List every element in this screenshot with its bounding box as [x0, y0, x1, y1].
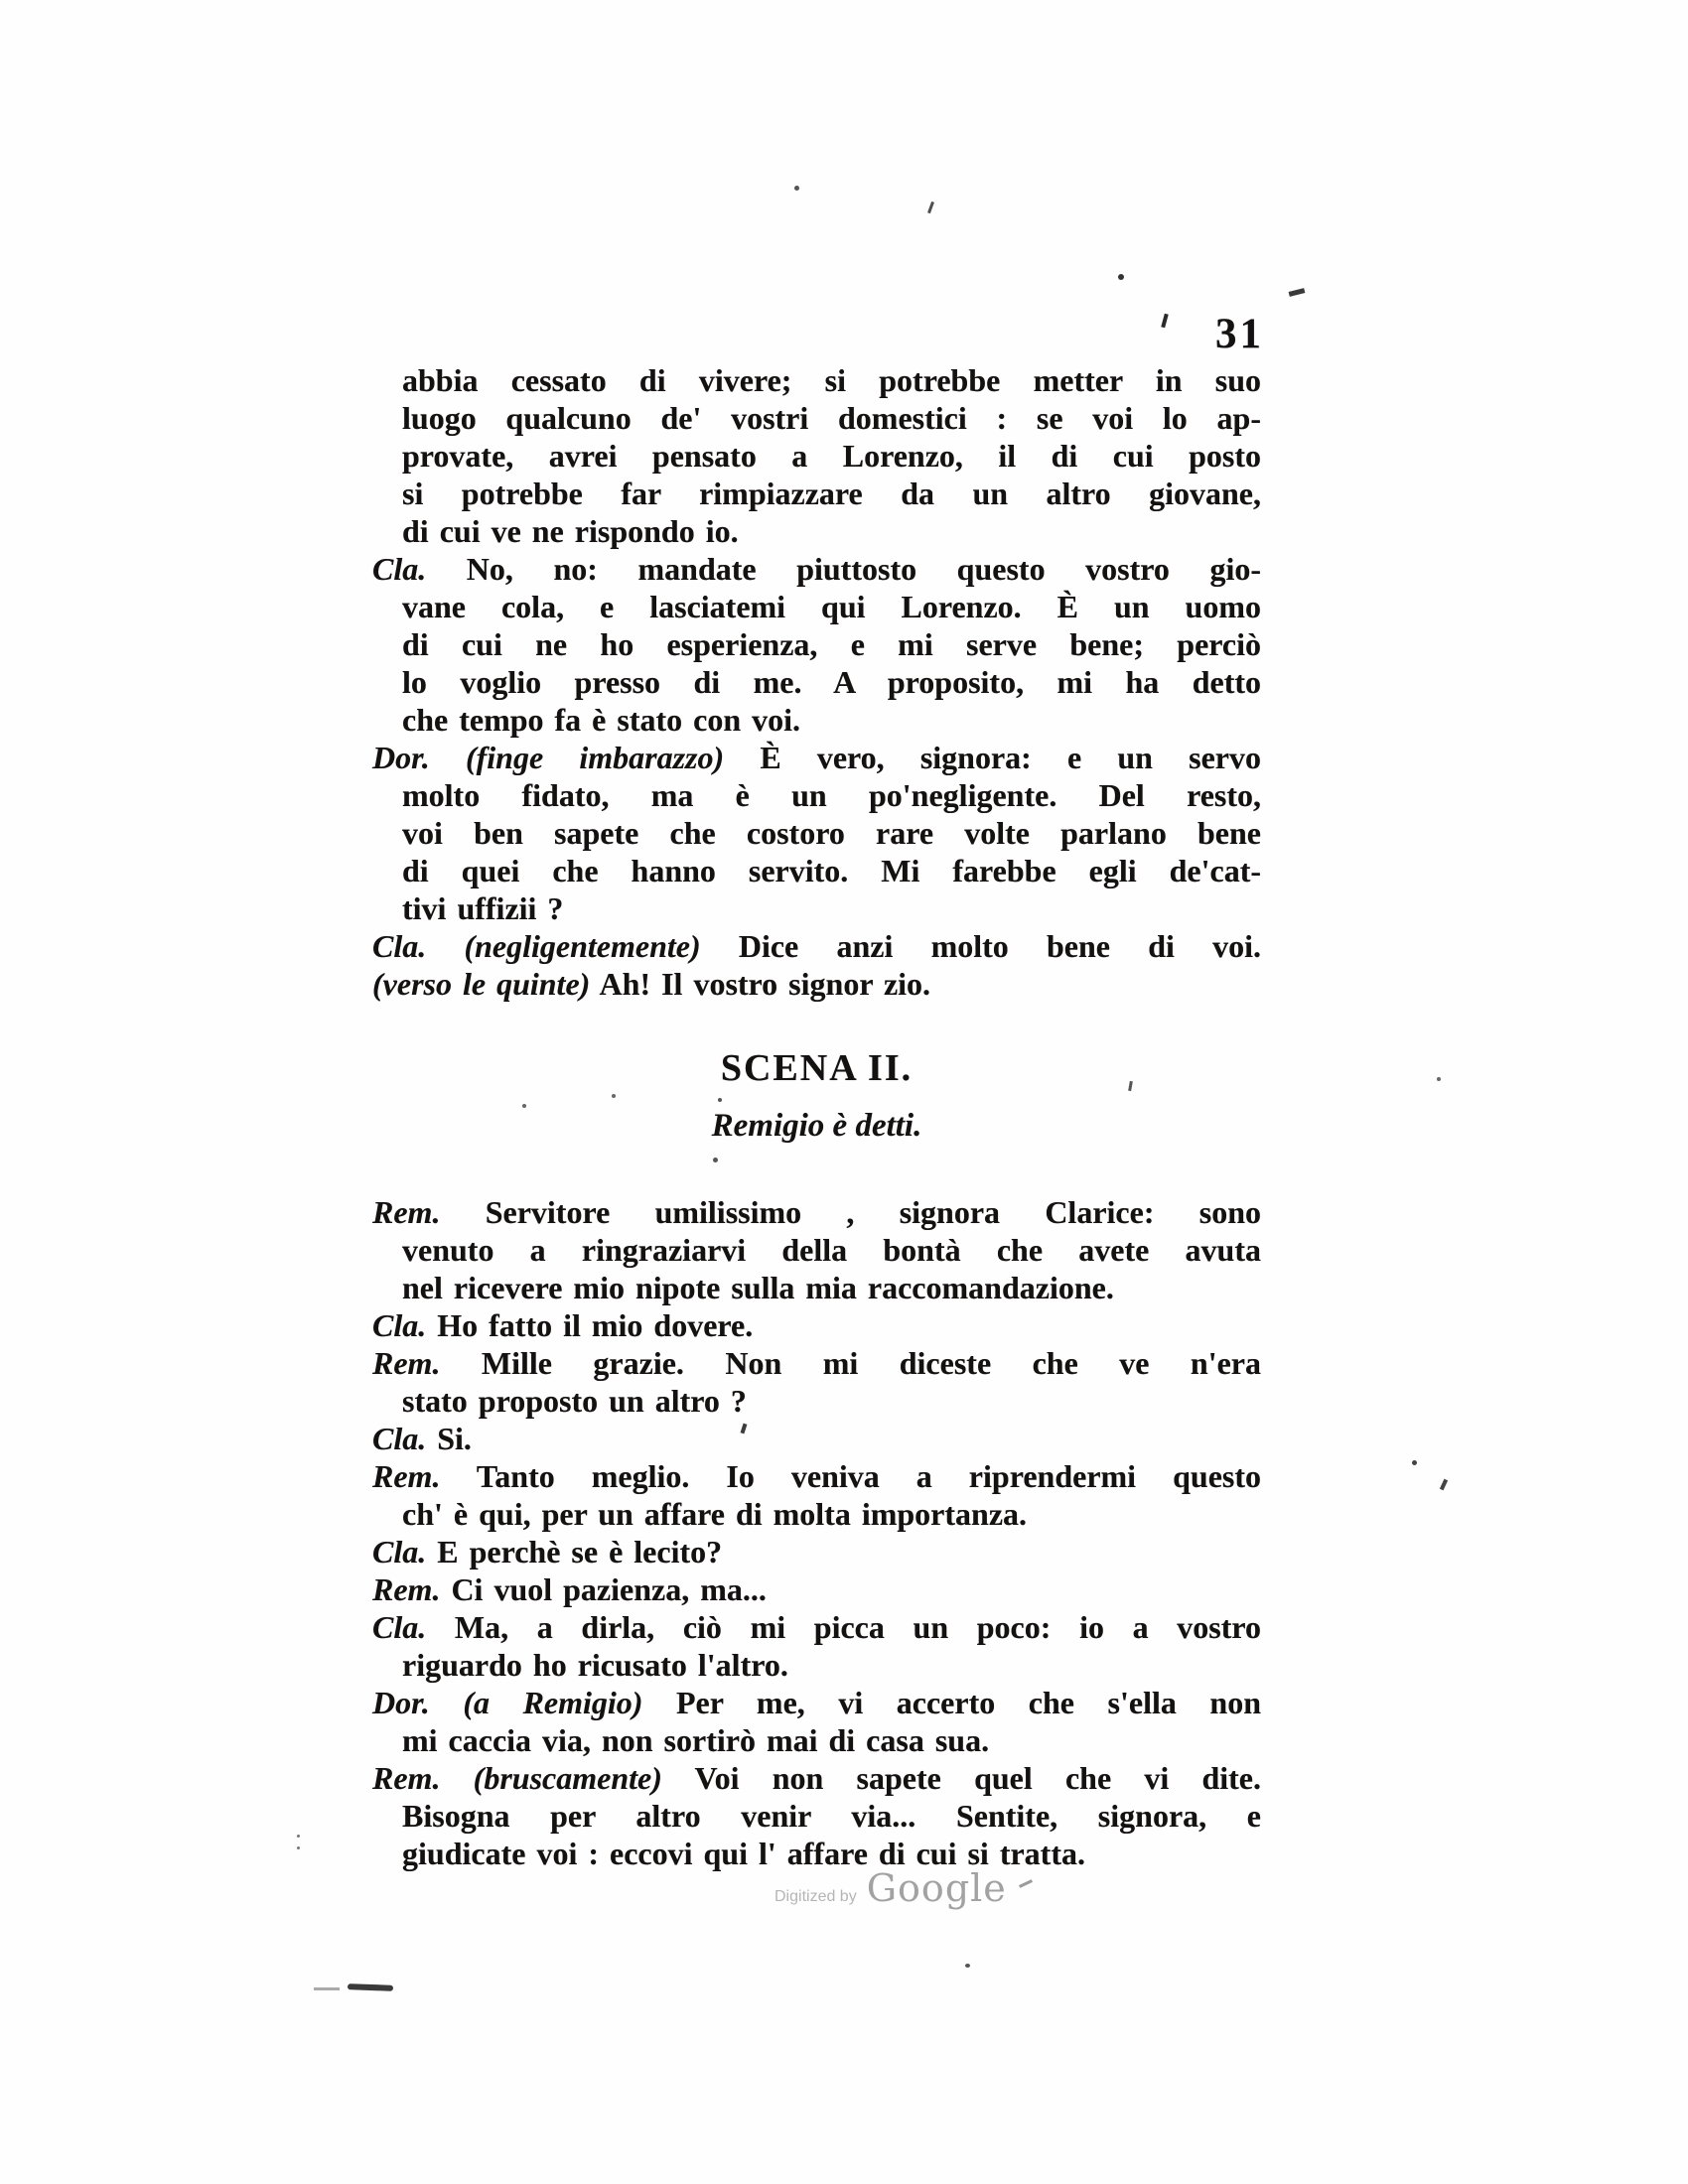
- text-line: Rem. Ci vuol pazienza, ma...: [372, 1571, 767, 1607]
- speech-paragraph: [372, 361, 1261, 550]
- speech-paragraph: [372, 1608, 1261, 1684]
- speech-paragraph: [372, 1759, 1261, 1872]
- text-line: Rem. (bruscamente) Voi non sapete quel che vi dite.: [372, 1760, 1262, 1796]
- text-line: Cla. No, no: mandate piuttosto questo vostro gio-: [372, 551, 1261, 587]
- text-line: lo voglio presso di me. A proposito, mi ha detto: [402, 664, 1261, 700]
- scan-speck: [314, 1987, 340, 1990]
- text-line: tivi uffizii ?: [402, 890, 564, 926]
- text-line: Rem. Servitore umilissimo , signora Clarice: sono: [372, 1194, 1261, 1230]
- scan-speck: [522, 1104, 526, 1108]
- text-line: Dor. (a Remigio) Per me, vi accerto che s'ella non: [372, 1685, 1262, 1720]
- digitized-by-label: Digitized by: [774, 1888, 857, 1905]
- text-line: (verso le quinte) Ah! Il vostro signor zio.: [372, 966, 931, 1002]
- text-line: Bisogna per altro venir via... Sentite, signora, e: [402, 1798, 1261, 1834]
- text-line: venuto a ringraziarvi della bontà che avete avuta: [402, 1232, 1261, 1268]
- text-line: Cla. Si.: [372, 1421, 472, 1456]
- scan-speck: [713, 1158, 718, 1162]
- scan-speck: [348, 1983, 393, 1991]
- scan-speck: [297, 1846, 300, 1849]
- text-line: Cla. (negligentemente) Dice anzi molto bene di voi.: [372, 928, 1262, 964]
- speech-paragraph: [372, 1193, 1261, 1306]
- scene-subheading: Remigio è detti.: [711, 1108, 922, 1144]
- text-line: si potrebbe far rimpiazzare da un altro giovane,: [402, 476, 1261, 511]
- text-line: Rem. Tanto meglio. Io veniva a riprendermi questo: [372, 1458, 1261, 1494]
- scan-speck: [965, 1964, 970, 1968]
- text-line: giudicate voi : eccovi qui l' affare di cui si tratta.: [402, 1836, 1085, 1871]
- google-watermark: [774, 1866, 1007, 1910]
- scan-speck: [612, 1094, 616, 1098]
- text-line: di cui ne ho esperienza, e mi serve bene; perciò: [402, 626, 1261, 662]
- text-line: mi caccia via, non sortirò mai di casa sua.: [402, 1722, 990, 1758]
- text-line: vane cola, e lasciatemi qui Lorenzo. È un uomo: [402, 589, 1261, 624]
- text-line: voi ben sapete che costoro rare volte parlano bene: [402, 815, 1261, 851]
- speech-paragraph: [372, 1570, 1261, 1608]
- scene-heading: SCENA II.: [720, 1047, 914, 1089]
- scan-speck: [794, 186, 799, 191]
- text-line: Cla. Ho fatto il mio dovere.: [372, 1307, 754, 1343]
- speech-paragraph: [372, 1344, 1261, 1420]
- speech-paragraph: [372, 1533, 1261, 1570]
- text-line: Cla. Ma, a dirla, ciò mi picca un poco: io a vostro: [372, 1609, 1261, 1645]
- scan-speck: [1289, 288, 1306, 297]
- scan-speck: [1440, 1479, 1448, 1491]
- scan-speck: [1412, 1460, 1417, 1465]
- text-line: provate, avrei pensato a Lorenzo, il di cui posto: [402, 438, 1261, 474]
- scan-speck: [1437, 1077, 1441, 1081]
- google-logo-text: Google: [866, 1866, 1007, 1910]
- speech-paragraph: [372, 1457, 1261, 1533]
- text-line: Dor. (finge imbarazzo) È vero, signora: e un servo: [372, 740, 1261, 775]
- scan-speck: [1118, 274, 1124, 280]
- speech-paragraph: [372, 1684, 1261, 1759]
- scan-speck: [718, 1098, 722, 1102]
- speech-paragraph: [372, 739, 1261, 927]
- text-line: di quei che hanno servito. Mi farebbe egli de'cat-: [402, 853, 1261, 888]
- speech-paragraph: [372, 1420, 1261, 1457]
- text-block: [372, 361, 1261, 1872]
- scan-speck: [1161, 314, 1168, 329]
- text-line: molto fidato, ma è un po'negligente. Del resto,: [402, 777, 1261, 813]
- text-line: che tempo fa è stato con voi.: [402, 702, 801, 738]
- text-line: Rem. Mille grazie. Non mi diceste che ve n'era: [372, 1345, 1261, 1381]
- speech-paragraph: [372, 927, 1261, 1003]
- text-line: abbia cessato di vivere; si potrebbe metter in suo: [402, 362, 1261, 398]
- speech-paragraph: [372, 1306, 1261, 1344]
- text-line: riguardo ho ricusato l'altro.: [402, 1647, 788, 1683]
- text-line: nel ricevere mio nipote sulla mia raccomandazione.: [402, 1270, 1114, 1305]
- page-number: 31: [1215, 311, 1264, 357]
- text-line: stato proposto un altro ?: [402, 1383, 747, 1419]
- scan-speck: [297, 1835, 300, 1838]
- speech-paragraph: [372, 550, 1261, 739]
- scan-speck: [927, 202, 934, 213]
- text-line: Cla. E perchè se è lecito?: [372, 1534, 723, 1570]
- text-line: ch' è qui, per un affare di molta importanza.: [402, 1496, 1028, 1532]
- text-line: di cui ve ne rispondo io.: [402, 513, 739, 549]
- scan-speck: [1019, 1879, 1033, 1888]
- text-line: luogo qualcuno de' vostri domestici : se voi lo ap-: [402, 400, 1261, 436]
